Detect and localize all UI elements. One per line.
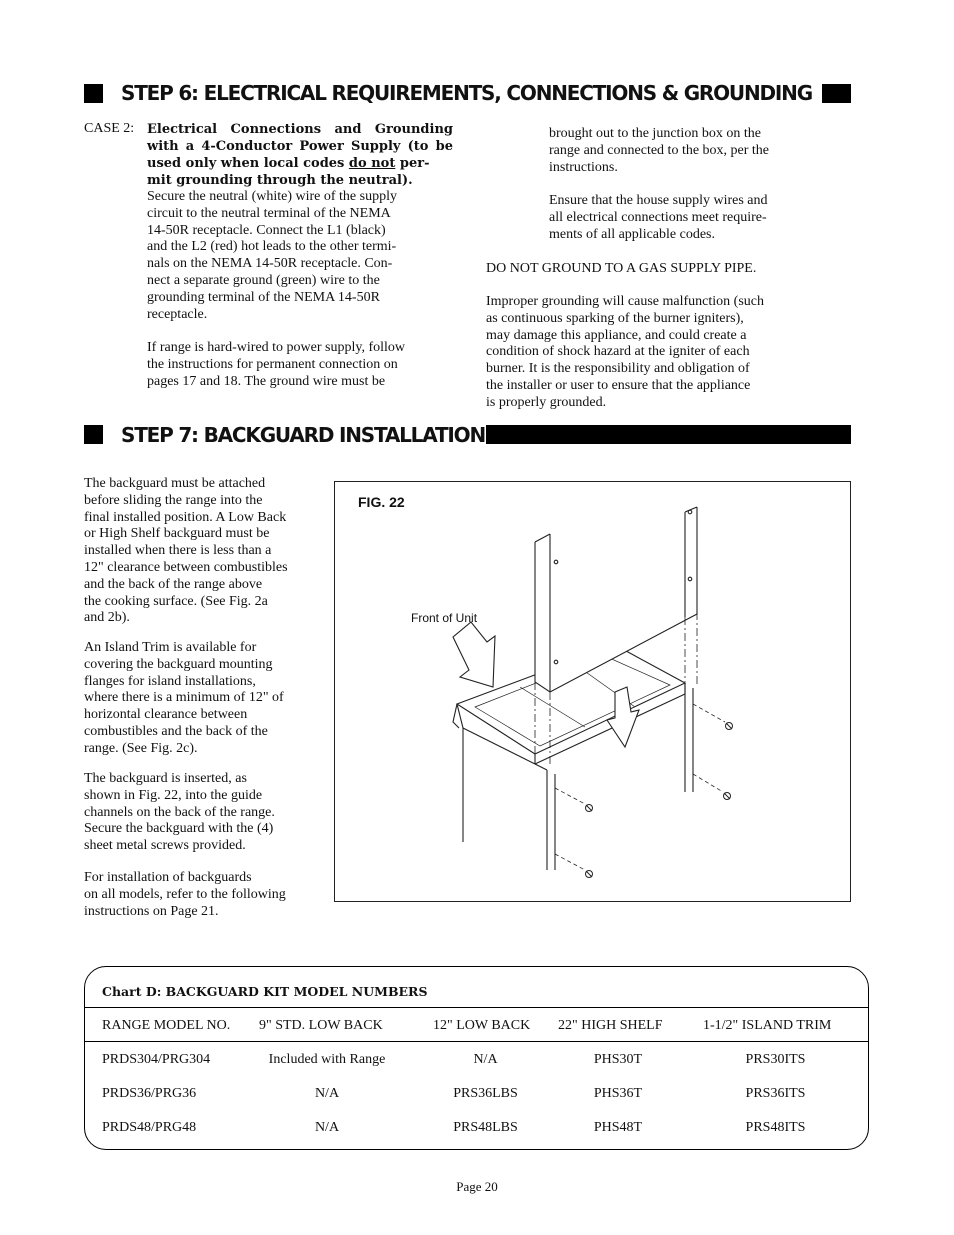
table-cell: PRDS304/PRG304 xyxy=(102,1052,211,1067)
case-bold-underline: do not xyxy=(348,156,396,171)
grounding-warning xyxy=(486,294,846,412)
chart-title: Chart D: BACKGUARD KIT MODEL NUMBERS xyxy=(102,984,428,999)
text-line: Secure the neutral (white) wire of the supply xyxy=(147,189,397,204)
table-cell: PRS30ITS xyxy=(745,1052,806,1067)
text-line: If range is hard-wired to power supply, follow xyxy=(147,340,406,355)
page-number: Page 20 xyxy=(456,1179,498,1194)
text-line: instructions on Page 21. xyxy=(84,903,219,919)
front-arrow-icon xyxy=(453,622,495,687)
header-cell: RANGE MODEL NO. xyxy=(102,1018,231,1033)
table-cell: PRDS48/PRG48 xyxy=(102,1120,197,1135)
screw-icon xyxy=(586,723,733,878)
text-line: range. (See Fig. 2c). xyxy=(84,740,198,756)
header-cell: 22" HIGH SHELF xyxy=(558,1018,663,1033)
figure-label: FIG. 22 xyxy=(358,494,405,510)
text-line: 12" clearance between combustibles xyxy=(84,559,288,575)
range-left-side xyxy=(453,704,463,842)
table-cell: PHS30T xyxy=(593,1052,643,1067)
text-line: or High Shelf backguard must be xyxy=(84,526,270,542)
text-line: For installation of backguards xyxy=(84,870,252,885)
text-line: brought out to the junction box on the xyxy=(549,126,761,141)
reference-paragraph xyxy=(84,870,336,920)
text-line: ments of all applicable codes. xyxy=(549,226,715,242)
heading-marker-left xyxy=(84,425,103,444)
text-line: grounding terminal of the NEMA 14-50R xyxy=(147,289,380,305)
figure-22 xyxy=(334,481,851,902)
step7-heading: STEP 7: BACKGUARD INSTALLATION xyxy=(121,423,485,447)
text-line: pages 17 and 18. The ground wire must be xyxy=(147,373,386,389)
text-line: horizontal clearance between xyxy=(84,707,248,723)
island-trim-paragraph xyxy=(84,640,336,758)
text-line: condition of shock hazard at the igniter of each xyxy=(486,344,750,360)
table-cell: N/A xyxy=(314,1120,340,1135)
heading-marker-right xyxy=(822,84,851,103)
table-cell: PHS48T xyxy=(593,1120,643,1135)
text-line: is properly grounded. xyxy=(486,394,607,410)
case-bold-line xyxy=(147,155,453,172)
text-line: burner. It is the responsibility and obligation of xyxy=(486,361,750,377)
text-line: the installer or user to ensure that the appliance xyxy=(486,377,751,393)
text-line: sheet metal screws provided. xyxy=(84,838,246,854)
text-line: on all models, refer to the following xyxy=(84,886,286,902)
header-cell: 9" STD. LOW BACK xyxy=(259,1018,383,1033)
hardwire-paragraph xyxy=(147,340,467,390)
divider xyxy=(85,1041,868,1042)
text-line: channels on the back of the range. xyxy=(84,804,275,820)
rear-channel-right xyxy=(685,683,693,792)
case-body xyxy=(147,189,467,323)
text-line: flanges for island installations, xyxy=(84,673,256,689)
chart-title-row xyxy=(85,984,868,1004)
backguard-illustration xyxy=(335,482,850,901)
text-line: range and connected to the box, per the xyxy=(549,142,770,158)
text-line: shown in Fig. 22, into the guide xyxy=(84,787,263,803)
text-line: combustibles and the back of the xyxy=(84,723,268,739)
text-line: and 2b). xyxy=(84,610,130,626)
table-cell: PRS48ITS xyxy=(745,1120,806,1135)
gas-warning: DO NOT GROUND TO A GAS SUPPLY PIPE. xyxy=(486,261,757,276)
codes-paragraph xyxy=(549,193,849,243)
header-cell: 1-1/2" ISLAND TRIM xyxy=(703,1018,832,1033)
table-cell: PHS36T xyxy=(593,1086,643,1101)
case-label: CASE 2: xyxy=(84,121,135,136)
case-bold-text: used only when local codes xyxy=(147,156,349,171)
junction-paragraph xyxy=(549,126,849,176)
step6-heading: STEP 6: ELECTRICAL REQUIREMENTS, CONNECTIONS & GROUNDING xyxy=(121,81,812,105)
text-line: final installed position. A Low Back xyxy=(84,509,287,525)
divider xyxy=(85,1007,868,1008)
case-bold-text: per- xyxy=(395,156,430,171)
table-cell: N/A xyxy=(314,1086,340,1101)
case-bold-line: Electrical Connections and Grounding xyxy=(147,122,453,137)
text-line: may damage this appliance, and could create a xyxy=(486,327,747,343)
table-cell: Included with Range xyxy=(268,1052,386,1067)
text-line: before sliding the range into the xyxy=(84,492,263,508)
table-cell: PRS36LBS xyxy=(453,1086,518,1101)
text-line: the instructions for permanent connection on xyxy=(147,356,398,372)
text-line: instructions. xyxy=(549,159,618,175)
front-of-unit-label: Front of Unit xyxy=(411,611,478,625)
text-line: nect a separate ground (green) wire to the xyxy=(147,272,380,288)
text-line: installed when there is less than a xyxy=(84,543,272,559)
table-cell: PRS48LBS xyxy=(453,1120,518,1135)
table-cell: PRDS36/PRG36 xyxy=(102,1086,197,1101)
chart-d-table xyxy=(84,966,869,1150)
text-line: and the back of the range above xyxy=(84,576,263,592)
text-line: covering the backguard mounting xyxy=(84,656,273,672)
text-line: The backguard is inserted, as xyxy=(84,771,247,786)
text-line: the cooking surface. (See Fig. 2a xyxy=(84,593,268,609)
text-line: Ensure that the house supply wires and xyxy=(549,193,768,208)
text-line: 14-50R receptacle. Connect the L1 (black) xyxy=(147,222,386,238)
heading-marker-left xyxy=(84,84,103,103)
insertion-paragraph xyxy=(84,771,336,855)
text-line: where there is a minimum of 12" of xyxy=(84,690,284,706)
table-cell: N/A xyxy=(473,1052,498,1067)
text-line: Secure the backguard with the (4) xyxy=(84,821,274,837)
case-bold-block xyxy=(147,121,453,189)
text-line: all electrical connections meet require- xyxy=(549,209,767,225)
heading-bar-right xyxy=(486,425,851,444)
text-line: circuit to the neutral terminal of the NEMA xyxy=(147,205,391,221)
text-line: nals on the NEMA 14-50R receptacle. Con- xyxy=(147,256,393,272)
rear-channel-left xyxy=(535,764,555,870)
text-line: An Island Trim is available for xyxy=(84,640,257,655)
case-bold-line: mit grounding through the neutral). xyxy=(147,173,413,188)
table-cell: PRS36ITS xyxy=(745,1086,806,1101)
case-bold-line: with a 4-Conductor Power Supply (to be xyxy=(147,139,453,154)
header-cell: 12" LOW BACK xyxy=(433,1018,531,1033)
text-line: and the L2 (red) hot leads to the other termi- xyxy=(147,239,397,255)
text-line: The backguard must be attached xyxy=(84,476,266,491)
text-line: as continuous sparking of the burner igniters), xyxy=(486,310,744,326)
text-line: receptacle. xyxy=(147,306,208,322)
backguard-intro xyxy=(84,476,336,627)
text-line: Improper grounding will cause malfunction (such xyxy=(486,294,764,309)
